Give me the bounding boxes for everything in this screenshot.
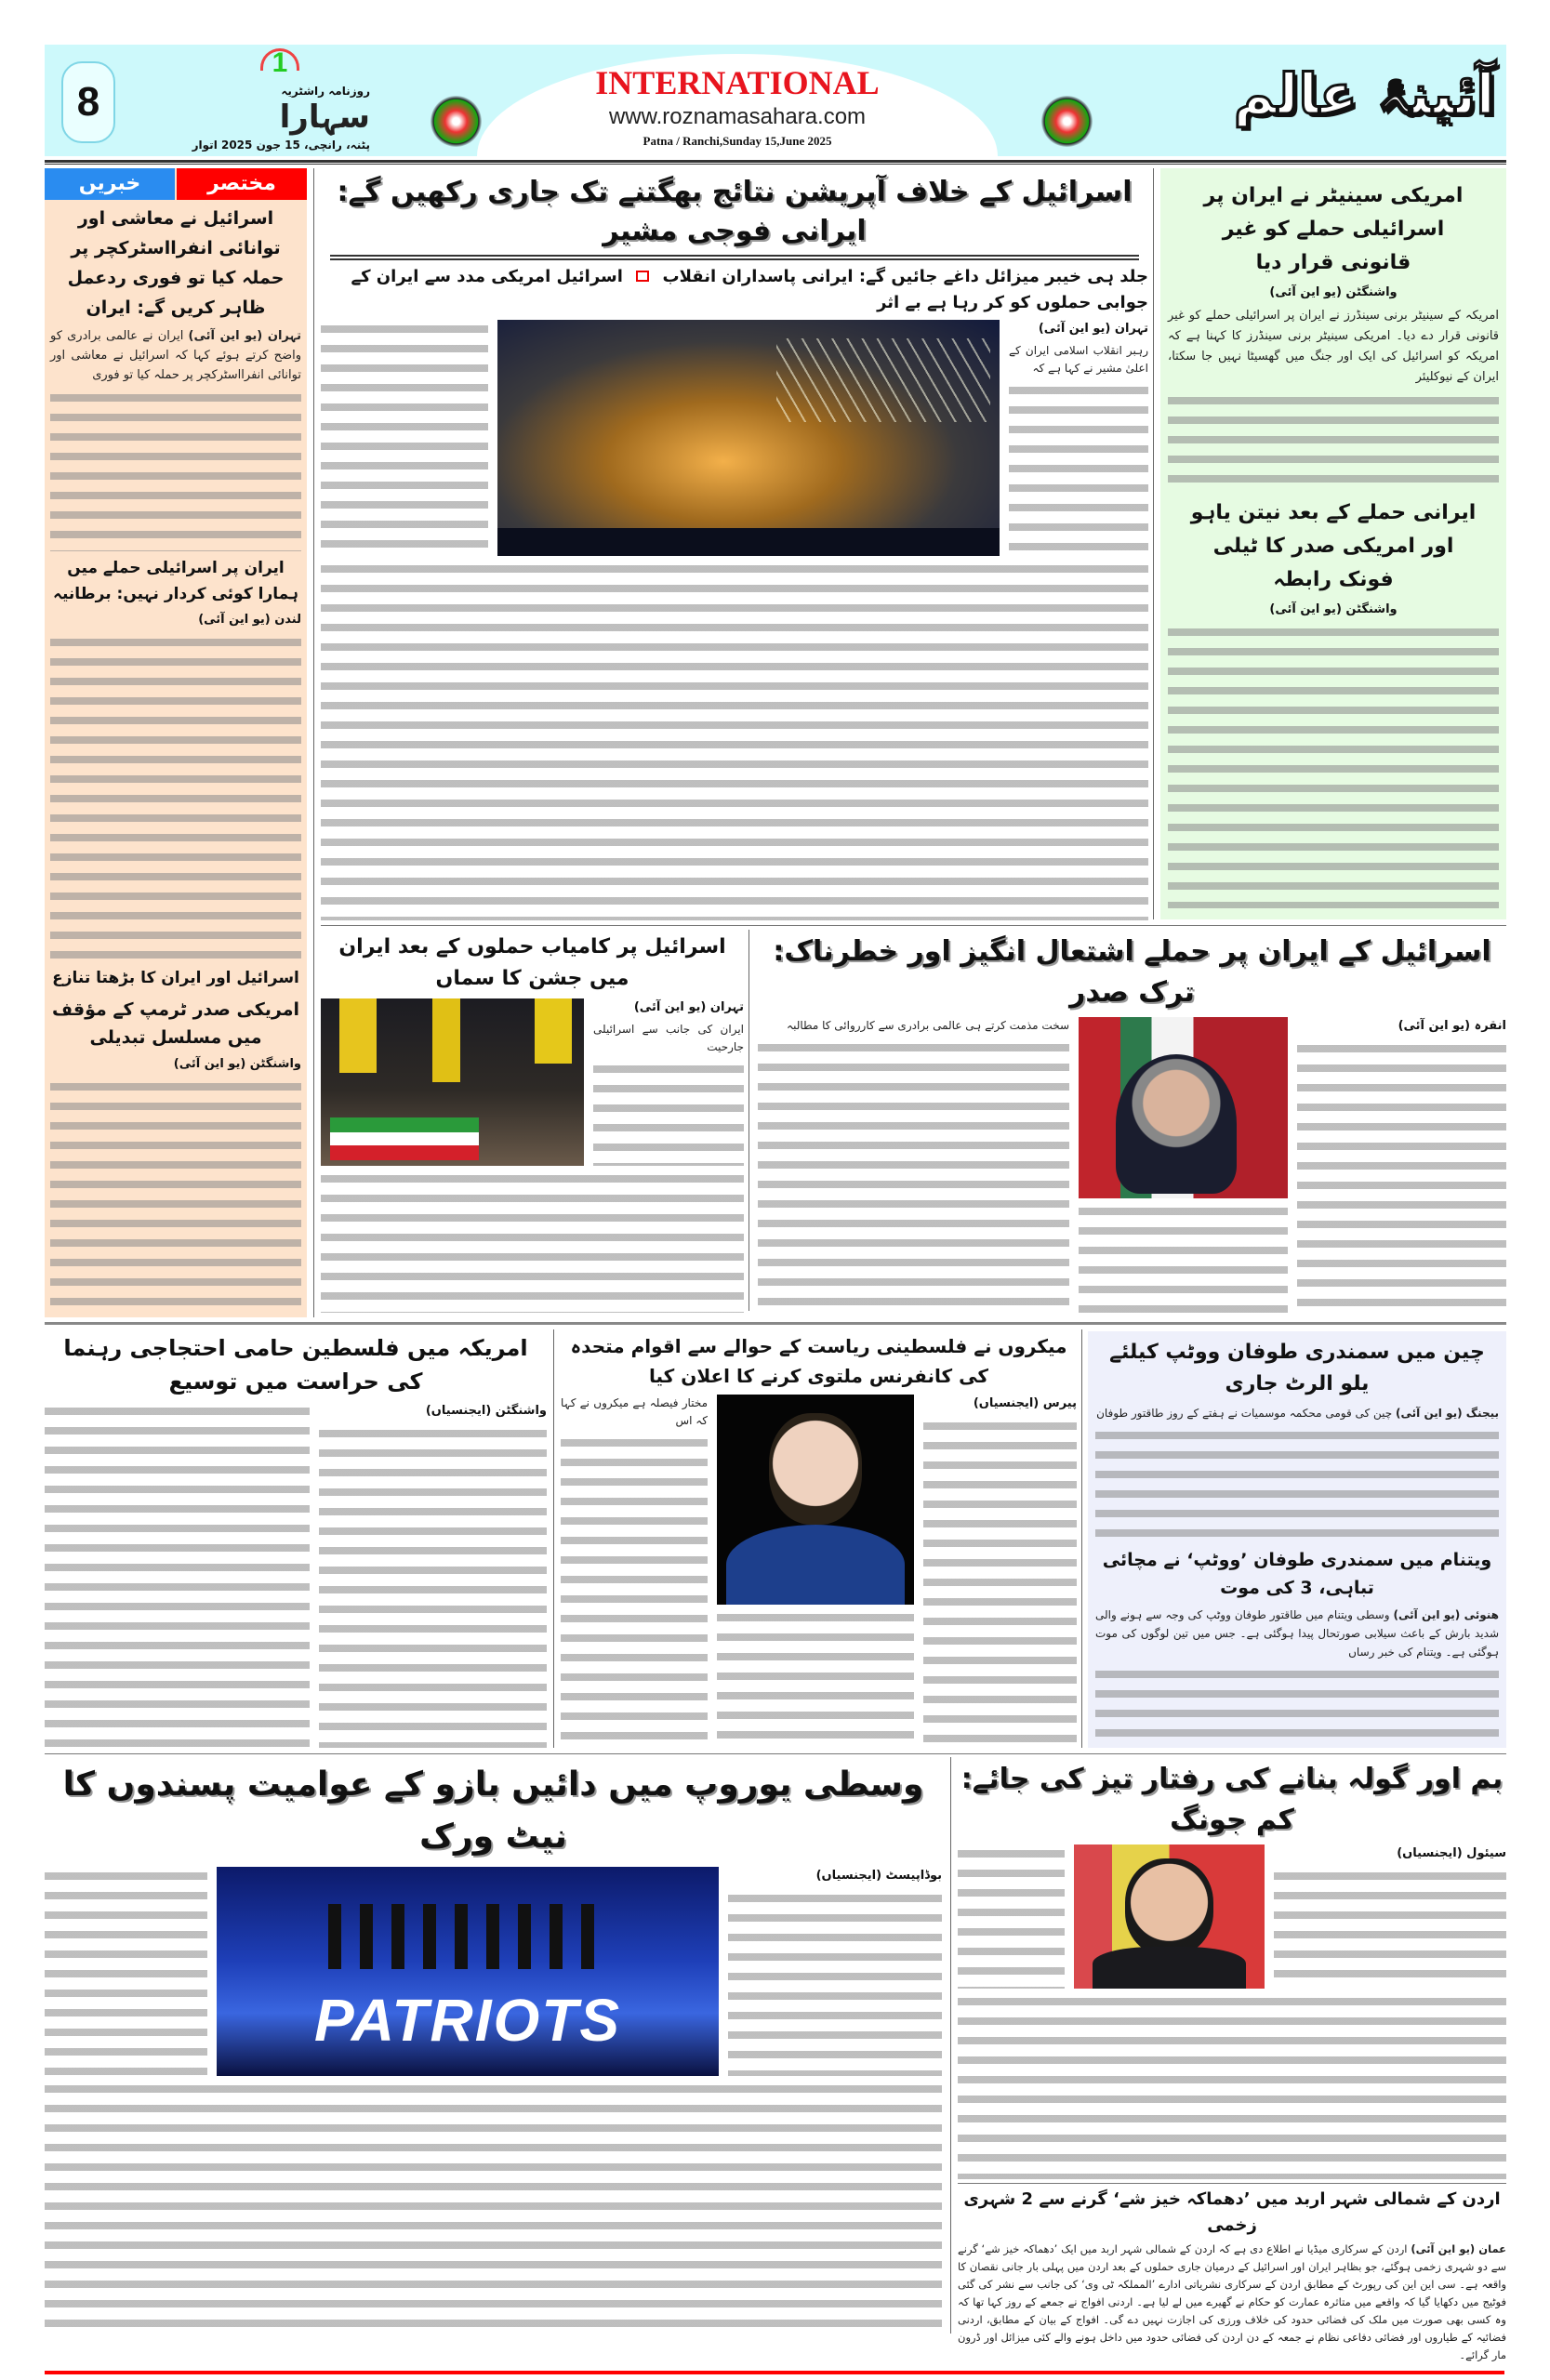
china-vietnam-box	[1088, 1331, 1506, 1748]
kim-headline: بم اور گولہ بنانے کی رفتار تیز کی جائے: کم جونگ	[960, 1763, 1504, 1836]
europe-body-text	[45, 2080, 942, 2328]
tab-news: خبریں	[45, 168, 175, 200]
right-dateline: واشنگٹن (یو این آئی)	[1269, 285, 1398, 299]
europe-body-text	[728, 1889, 942, 2076]
europe-body-text	[45, 1867, 207, 2076]
jordan-story	[958, 2187, 1506, 2364]
palestine-body-text	[45, 1402, 310, 1748]
turkey-body-text	[758, 1038, 1069, 1315]
kim-body-text	[1274, 1867, 1506, 1989]
lead-story	[321, 173, 1148, 920]
masthead	[45, 45, 1506, 156]
macron-lead: مختار فیصلہ ہے میکروں نے کہا کہ اس	[561, 1396, 708, 1427]
lead-subhead-2: اسرائیل امریکی مدد سے ایران کے جوابی حملوں کو کر رہا ہے بے اثر	[351, 267, 1148, 312]
europe-photo-banner: PATRIOTS	[313, 1987, 622, 2054]
lead-body-text	[1009, 381, 1148, 556]
headline-rule	[330, 255, 1139, 260]
turkey-dateline: انقرہ (یو این آئی)	[1398, 1019, 1506, 1033]
brief-body-text	[50, 1078, 301, 1312]
brief-kicker: اسرائیل اور ایران کا بڑھتا تنازع	[52, 969, 299, 988]
jordan-body-text: اردن کے سرکاری میڈیا نے اطلاع دی ہے کہ اردن کے شمالی شہر اربد میں ایک ’دھماکہ خیز شے‘ گرنے سے دو شہری زخمی ہوگئے، جو بظاہر ایران اور اسرائیل کے درمیان جاری حملوں کے بعد اردن میں پہلی بار جانی نقصان کا واقعہ ہے۔ سی این این کی رپورٹ کے مطابق اردن کے سرکاری نشریاتی ادارے ’المملکہ ٹی وی‘ کی جانب سے نشر کی گئی فوٹیج میں دکھایا گیا کہ واقعے میں متاثرہ عمارت کو حکام نے گھیرے میں لے لیا ہے۔ اردنی افواج نے جمعے کے روز کہا تھا کہ وہ کسی بھی صورت میں ملک کی فضائی حدود کی خلاف ورزی کی اجازت نہیں دے گی۔ افواج کے بیان کے مطابق، اردنی فضائیہ کے طیاروں اور فضائی دفاعی نظام نے جمعہ کے دن اردن کی فضائی حدود میں داخل ہونے والے کئی میزائل اور ڈرون مار گرائے۔	[958, 2242, 1506, 2361]
palestine-story	[45, 1331, 547, 1748]
celebration-body-text	[321, 1170, 744, 1313]
vietnam-lead: وسطی ویتنام میں طاقتور طوفان ووٹپ کی وجہ سے ہونے والی شدید بارش کے باعث سیلابی صورتحال پیدا ہوگئی ہے۔ جس میں تین لوگوں کی موت ہوگئی ہے۔ ویتنام کی خبر رساں	[1095, 1607, 1499, 1659]
kim-dateline: سیئول (ایجنسیاں)	[1397, 1846, 1506, 1860]
kim-photo	[1074, 1844, 1265, 1989]
missile-photo	[497, 320, 1000, 556]
vietnam-headline: ویتنام میں سمندری طوفان ’ووٹپ‘ نے مچائی تباہی، 3 کی موت	[1102, 1549, 1492, 1598]
anniversary-logo	[257, 46, 303, 84]
turkey-lead: سخت مذمت کرتے ہی عالمی برادری سے کارروائی کا مطالبہ	[787, 1019, 1069, 1032]
vietnam-dateline: ھنوئی (یو این آئی)	[1393, 1607, 1499, 1621]
macron-headline: میکروں نے فلسطینی ریاست کے حوالے سے اقوام متحدہ کی کانفرنس ملتوی کرنے کا اعلان کیا	[570, 1335, 1067, 1387]
jordan-body	[958, 2241, 1506, 2364]
anniversary-number: 1	[272, 47, 288, 78]
brief-dateline: تہران (یو این آئی)	[188, 329, 302, 343]
celebration-dateline: تہران (یو این آئی)	[633, 1000, 744, 1014]
masthead-rule	[45, 160, 1506, 165]
right-headline: ایرانی حملے کے بعد نیتن یاہو اور امریکی صدر کا ٹیلی فونک رابطہ	[1190, 500, 1477, 591]
right-headline: امریکی سینیٹر نے ایران پر اسرائیلی حملے کو غیر قانونی قرار دیا	[1203, 184, 1464, 274]
kim-body-text	[958, 1844, 1065, 1989]
lead-lead: رہبر انقلاب اسلامی ایران کے اعلیٰ مشیر نے کہا ہے کہ	[1009, 344, 1148, 375]
palestine-body-text	[319, 1424, 547, 1748]
celebration-story	[321, 932, 744, 1313]
section-title: آئینۂ عالم	[1233, 62, 1495, 127]
edition-label: INTERNATIONAL	[595, 64, 880, 101]
page-number: 8	[76, 79, 100, 125]
jordan-dateline: عمان (یو این آئی)	[1411, 2242, 1507, 2255]
english-dateline: Patna / Ranchi,Sunday 15,June 2025	[643, 134, 832, 148]
footer-red-rule	[45, 2371, 1504, 2374]
brief-body-text	[50, 633, 301, 960]
brief-item	[45, 555, 307, 960]
turkey-story	[758, 932, 1506, 1315]
right-lead: امریکہ کے سینیٹر برنی سینڈرز نے ایران پر اسرائیلی حملے کو غیر قانونی قرار دے دیا۔ امریکی سینیٹر برنی سینڈرز کا کہنا ہے کہ امریکہ کو اسرائیل کی ایک اور جنگ میں گھسیٹا نہیں جا سکتا، ایران کے نیوکلیئر	[1168, 309, 1499, 384]
celebration-body-text	[593, 1060, 744, 1166]
right-body-text	[1168, 623, 1499, 909]
macron-dateline: پیرس (ایجنسیاں)	[973, 1396, 1077, 1410]
turkey-body-text	[1297, 1039, 1506, 1315]
right-news-column	[1160, 168, 1506, 919]
right-dateline: واشنگٹن (یو این آئی)	[1269, 602, 1398, 616]
brief-item	[45, 204, 307, 551]
brief-headline: ایران پر اسرائیلی حملے میں ہمارا کوئی کردار نہیں: برطانیہ	[53, 558, 298, 603]
lead-body-text	[321, 320, 488, 556]
palestine-headline: امریکہ میں فلسطین حامی احتجاجی رہنما کی حراست میں توسیع	[63, 1335, 528, 1395]
section-rule	[45, 1322, 1506, 1325]
vietnam-body-text	[1095, 1665, 1499, 1742]
brief-item	[45, 964, 307, 1312]
emblem-right	[1041, 96, 1093, 147]
turkey-body-text	[1079, 1202, 1288, 1315]
lead-subheads	[321, 264, 1148, 316]
celebration-headline: اسرائیل پر کامیاب حملوں کے بعد ایران میں جشن کا سماں	[338, 935, 726, 990]
page-number-badge	[61, 61, 115, 143]
europe-headline: وسطی یوروپ میں دائیں بازو کے عوامیت پسندوں کا نیٹ ورک	[62, 1765, 924, 1856]
macron-photo	[717, 1395, 914, 1605]
brief-lead: ایران نے عالمی برادری کو واضح کرتے ہوئے کہا کہ اسرائیل نے معاشی اور توانائی انفرااسٹرکچر پر حملہ کیا تو فوری	[50, 329, 301, 382]
lead-headline: اسرائیل کے خلاف آپریشن نتائج بھگتنے تک جاری رکھیں گے: ایرانی فوجی مشیر	[337, 176, 1133, 247]
emblem-left	[431, 96, 482, 147]
kim-story	[958, 1759, 1506, 2179]
paper-tagline: روزنامہ راشٹریہ	[281, 85, 370, 98]
europe-dateline: بوڈاپیسٹ (ایجنسیاں)	[815, 1869, 942, 1883]
turkey-headline: اسرائیل کے ایران پر حملے اشتعال انگیز اور خطرناک: ترک صدر	[773, 935, 1491, 1009]
brief-dateline: واشنگٹن (یو این آئی)	[173, 1057, 301, 1072]
brief-body-text	[50, 389, 301, 551]
right-body-text	[1168, 391, 1499, 487]
lead-body-text	[321, 560, 1148, 920]
tab-brief: مختصر	[177, 168, 307, 200]
china-headline: چین میں سمندری طوفان ووٹپ کیلئے یلو الرٹ جاری	[1109, 1341, 1485, 1395]
website-link[interactable]: www.roznamasahara.com	[608, 104, 867, 129]
europe-story	[45, 1759, 942, 2328]
celebration-lead: ایران کی جانب سے اسرائیلی جارحیت	[593, 1023, 744, 1053]
china-body-text	[1095, 1426, 1499, 1542]
lead-text-right	[1009, 320, 1148, 556]
lead-dateline: تہران (یو این آئی)	[1038, 322, 1148, 336]
lead-subhead-1: جلد ہی خیبر میزائل داغے جائیں گے: ایرانی پاسداران انقلاب	[662, 267, 1148, 286]
brief-headline: اسرائیل نے معاشی اور توانائی انفرااسٹرکچر پر حملہ کیا تو فوری ردعمل ظاہر کریں گے: ایران	[67, 208, 285, 318]
jordan-headline: اردن کے شمالی شہر اربد میں ’دھماکہ خیز شے‘ گرنے سے 2 شہری زخمی	[963, 2189, 1501, 2235]
palestine-dateline: واشنگٹن (ایجنسیاں)	[425, 1404, 547, 1418]
kim-body-text	[958, 1992, 1506, 2179]
erdogan-photo	[1079, 1017, 1288, 1198]
macron-body-text	[561, 1434, 708, 1748]
china-dateline: بیجنگ (یو این آئی)	[1396, 1407, 1499, 1420]
macron-body-text	[717, 1608, 914, 1748]
bullet-icon	[636, 271, 649, 282]
brief-dateline: لندن (یو این آئی)	[198, 612, 301, 627]
europe-rally-photo	[217, 1867, 719, 2076]
brief-headline: امریکی صدر ٹرمپ کے مؤقف میں مسلسل تبدیلی	[52, 999, 299, 1049]
celebration-photo	[321, 998, 584, 1166]
macron-story	[561, 1331, 1077, 1748]
china-lead: چین کی قومی محکمہ موسمیات نے ہفتے کے روز طاقتور طوفان	[1096, 1407, 1393, 1420]
brief-news-column	[45, 168, 307, 1317]
macron-body-text	[923, 1417, 1077, 1748]
paper-logo: سہارا	[279, 99, 370, 136]
urdu-dateline: پٹنہ، رانچی، 15 جون 2025 اتوار	[192, 139, 370, 152]
